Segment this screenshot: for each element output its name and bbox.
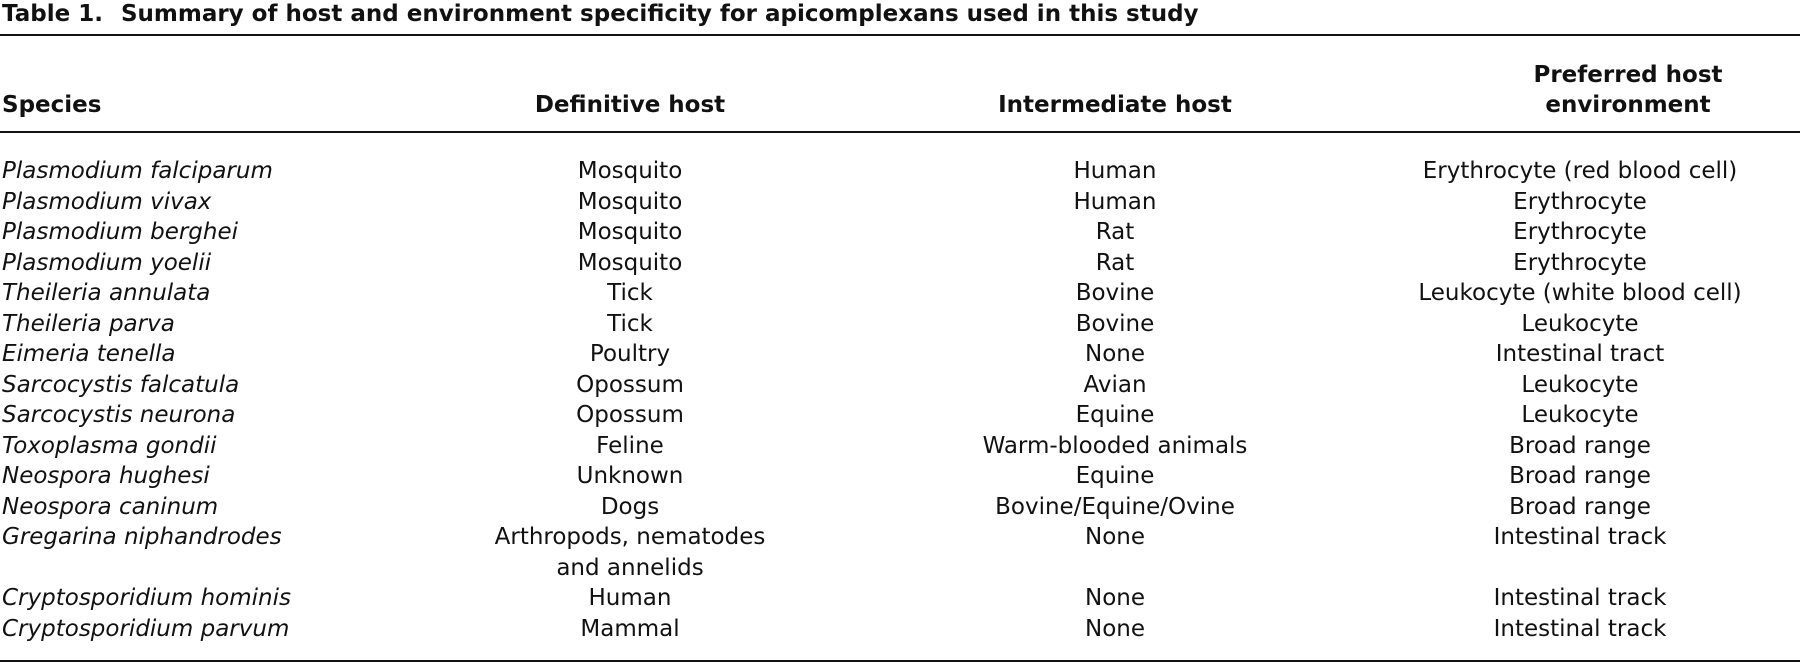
preferred-environment-cell: Leukocyte (white blood cell) xyxy=(1418,280,1742,306)
intermediate-host-cell: Bovine xyxy=(1075,280,1155,306)
column-header-definitive-host: Definitive host xyxy=(534,92,726,118)
intermediate-host-cell: Human xyxy=(1073,158,1157,184)
definitive-host-cell: Mosquito xyxy=(577,188,683,215)
definitive-host-cell: Mosquito xyxy=(577,158,683,184)
table-row xyxy=(0,614,1800,645)
top-rule xyxy=(0,34,1800,36)
preferred-environment-cell: Intestinal track xyxy=(1493,615,1667,642)
table-row xyxy=(0,431,1800,462)
definitive-host-cell: Tick xyxy=(607,280,653,306)
header-rule xyxy=(0,131,1800,133)
species-cell: Toxoplasma gondii xyxy=(2,432,217,459)
intermediate-host-cell: Equine xyxy=(1075,463,1155,489)
intermediate-host-cell: Bovine/Equine/Ovine xyxy=(995,493,1235,520)
definitive-host-cell: Mosquito xyxy=(577,249,683,276)
preferred-environment-cell: Broad range xyxy=(1509,463,1651,489)
column-header-species: Species xyxy=(2,92,102,118)
column-header-intermediate-host: Intermediate host xyxy=(998,92,1232,118)
preferred-environment-cell: Broad range xyxy=(1509,432,1651,459)
definitive-host-cell: Feline xyxy=(596,432,664,459)
intermediate-host-cell: Warm-blooded animals xyxy=(982,432,1248,459)
table-caption xyxy=(2,0,1792,28)
preferred-environment-cell: Intestinal track xyxy=(1493,585,1667,611)
definitive-host-cell: Opossum xyxy=(576,402,684,428)
table-row xyxy=(0,583,1800,614)
intermediate-host-cell: None xyxy=(1084,341,1145,367)
table-row xyxy=(0,461,1800,492)
table-row xyxy=(0,370,1800,401)
intermediate-host-cell: Human xyxy=(1073,188,1157,215)
intermediate-host-cell: Bovine xyxy=(1075,310,1155,337)
intermediate-host-cell: Avian xyxy=(1083,371,1147,398)
preferred-environment-cell: Intestinal tract xyxy=(1495,341,1665,367)
definitive-host-cell: Arthropods, nematodes and annelids xyxy=(494,524,766,581)
table-row xyxy=(0,187,1800,218)
intermediate-host-cell: None xyxy=(1084,585,1145,611)
table-row xyxy=(0,156,1800,187)
species-cell: Cryptosporidium hominis xyxy=(2,585,291,611)
definitive-host-cell: Unknown xyxy=(576,463,684,489)
preferred-environment-cell: Erythrocyte xyxy=(1513,219,1647,245)
species-cell: Gregarina niphandrodes xyxy=(2,524,282,550)
bottom-rule xyxy=(0,660,1800,662)
species-cell: Cryptosporidium parvum xyxy=(2,615,290,642)
definitive-host-cell: Opossum xyxy=(576,371,684,398)
species-cell: Neospora caninum xyxy=(2,493,219,520)
table-header xyxy=(0,50,1800,120)
definitive-host-cell: Mammal xyxy=(580,615,680,642)
definitive-host-cell: Mosquito xyxy=(577,219,683,245)
preferred-environment-cell: Erythrocyte xyxy=(1513,188,1647,215)
preferred-environment-cell: Leukocyte xyxy=(1521,310,1639,337)
species-cell: Plasmodium yoelii xyxy=(2,249,212,276)
intermediate-host-cell: Rat xyxy=(1095,219,1135,245)
preferred-environment-cell: Intestinal track xyxy=(1493,524,1667,550)
definitive-host-cell: Poultry xyxy=(589,341,671,367)
table-title: Summary of host and environment specificity for apicomplexans used in this study xyxy=(120,1,1199,27)
table-row xyxy=(0,522,1800,583)
table-row xyxy=(0,400,1800,431)
preferred-environment-cell: Erythrocyte (red blood cell) xyxy=(1422,158,1738,184)
species-cell: Plasmodium falciparum xyxy=(2,158,273,184)
intermediate-host-cell: Equine xyxy=(1075,402,1155,428)
definitive-host-cell: Tick xyxy=(607,310,653,337)
species-cell: Sarcocystis neurona xyxy=(2,402,236,428)
table-row xyxy=(0,339,1800,370)
table-label: Table 1. xyxy=(2,1,103,27)
species-cell: Sarcocystis falcatula xyxy=(2,371,240,398)
definitive-host-cell: Dogs xyxy=(600,493,660,520)
species-cell: Theileria parva xyxy=(2,310,175,337)
species-cell: Eimeria tenella xyxy=(2,341,176,367)
table-row xyxy=(0,248,1800,279)
species-cell: Neospora hughesi xyxy=(2,463,210,489)
table-row xyxy=(0,492,1800,523)
species-cell: Plasmodium berghei xyxy=(2,219,239,245)
table-row xyxy=(0,217,1800,248)
definitive-host-cell: Human xyxy=(588,585,672,611)
intermediate-host-cell: None xyxy=(1084,524,1145,550)
preferred-environment-cell: Erythrocyte xyxy=(1513,249,1647,276)
species-cell: Theileria annulata xyxy=(2,280,211,306)
table-row xyxy=(0,278,1800,309)
table-row xyxy=(0,309,1800,340)
species-cell: Plasmodium vivax xyxy=(2,188,212,215)
preferred-environment-cell: Leukocyte xyxy=(1521,402,1639,428)
intermediate-host-cell: Rat xyxy=(1095,249,1135,276)
preferred-environment-cell: Leukocyte xyxy=(1521,371,1639,398)
column-header-preferred-environment: Preferred host environment xyxy=(1533,62,1723,118)
preferred-environment-cell: Broad range xyxy=(1509,493,1651,520)
intermediate-host-cell: None xyxy=(1084,615,1145,642)
table-body xyxy=(0,156,1800,644)
